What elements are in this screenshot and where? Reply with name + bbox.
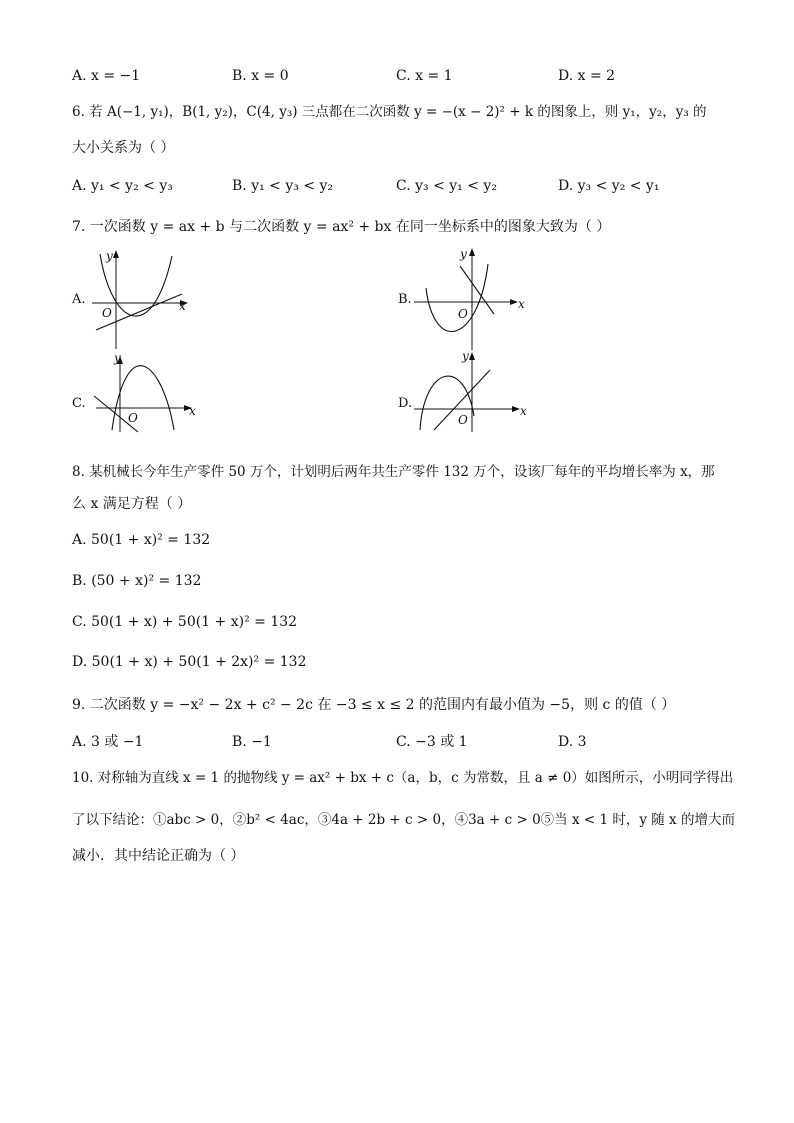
q6-stem-line1: 6. 若 A(−1, y₁)，B(1, y₂)，C(4, y₃) 三点都在二次函数 y = −(x − 2)² + k 的图象上，则 y₁，y₂，y₃ 的: [72, 104, 707, 120]
q7-graph-a: [92, 246, 202, 350]
origin-label: O: [458, 307, 468, 321]
y-axis-arrow: [113, 250, 119, 258]
y-axis-label: y: [462, 349, 469, 363]
q8-option-a: A. 50(1 + x)² = 132: [72, 532, 211, 548]
q8-option-d: D. 50(1 + x) + 50(1 + 2x)² = 132: [72, 654, 307, 670]
origin-label: O: [102, 306, 112, 320]
q8-option-b: B. (50 + x)² = 132: [72, 573, 202, 589]
y-axis-label: y: [114, 351, 121, 365]
x-axis-label: x: [518, 297, 525, 311]
q7-graph-a-label: A.: [72, 292, 86, 307]
q6-option-c: C. y₃ < y₁ < y₂: [396, 178, 497, 194]
q9-stem: 9. 二次函数 y = −x² − 2x + c² − 2c 在 −3 ≤ x ≤ 2 的范围内有最小值为 −5，则 c 的值（ ）: [72, 697, 676, 713]
x-axis-arrow: [512, 406, 520, 412]
q7-graph-d-label: D.: [398, 396, 413, 411]
q5-option-a: A. x = −1: [72, 68, 141, 84]
q7-graph-d: [414, 346, 530, 434]
parabola: [426, 264, 488, 331]
origin-label: O: [458, 413, 468, 427]
x-axis-arrow: [510, 299, 518, 305]
q6-option-a: A. y₁ < y₂ < y₃: [72, 178, 173, 194]
q7-graph-b-label: B.: [398, 292, 412, 307]
parabola: [112, 366, 174, 430]
q7-stem: 7. 一次函数 y = ax + b 与二次函数 y = ax² + bx 在同一坐标系中的图象大致为（ ）: [72, 219, 611, 235]
q9-option-a: A. 3 或 −1: [72, 734, 144, 750]
q7-graph-c-label: C.: [72, 396, 86, 411]
q8-stem-line2: 么 x 满足方程（ ）: [72, 496, 192, 512]
q5-option-b: B. x = 0: [232, 68, 289, 84]
q10-stem-line2: 了以下结论：①abc > 0，②b² < 4ac，③4a + 2b + c > 0，④3a + c > 0⑤当 x < 1 时，y 随 x 的增大而: [72, 812, 735, 828]
q8-option-c: C. 50(1 + x) + 50(1 + x)² = 132: [72, 614, 298, 630]
q5-option-d: D. x = 2: [558, 68, 616, 84]
y-axis-label: y: [106, 249, 113, 263]
q10-stem-line3: 减小．其中结论正确为（ ）: [72, 848, 245, 864]
y-axis-arrow: [469, 352, 475, 360]
origin-label: O: [128, 411, 138, 425]
x-axis-label: x: [520, 404, 527, 418]
q9-option-c: C. −3 或 1: [396, 734, 468, 750]
y-axis-arrow: [469, 248, 475, 256]
q8-stem-line1: 8. 某机械长今年生产零件 50 万个，计划明后两年共生产零件 132 万个，设该厂每年的平均增长率为 x，那: [72, 464, 715, 480]
q10-stem-line1: 10. 对称轴为直线 x = 1 的抛物线 y = ax² + bx + c（a，b，c 为常数，且 a ≠ 0）如图所示，小明同学得出: [72, 770, 734, 786]
q6-option-b: B. y₁ < y₃ < y₂: [232, 178, 334, 194]
q5-option-c: C. x = 1: [396, 68, 453, 84]
q7-graph-c: [92, 350, 208, 434]
x-axis-label: x: [179, 299, 186, 313]
q6-stem-line2: 大小关系为（ ）: [72, 140, 175, 156]
q7-graph-b: [414, 244, 530, 352]
y-axis-label: y: [460, 247, 467, 261]
q9-option-d: D. 3: [558, 734, 587, 750]
q9-option-b: B. −1: [232, 734, 272, 750]
x-axis-label: x: [189, 404, 196, 418]
q6-option-d: D. y₃ < y₂ < y₁: [558, 178, 660, 194]
